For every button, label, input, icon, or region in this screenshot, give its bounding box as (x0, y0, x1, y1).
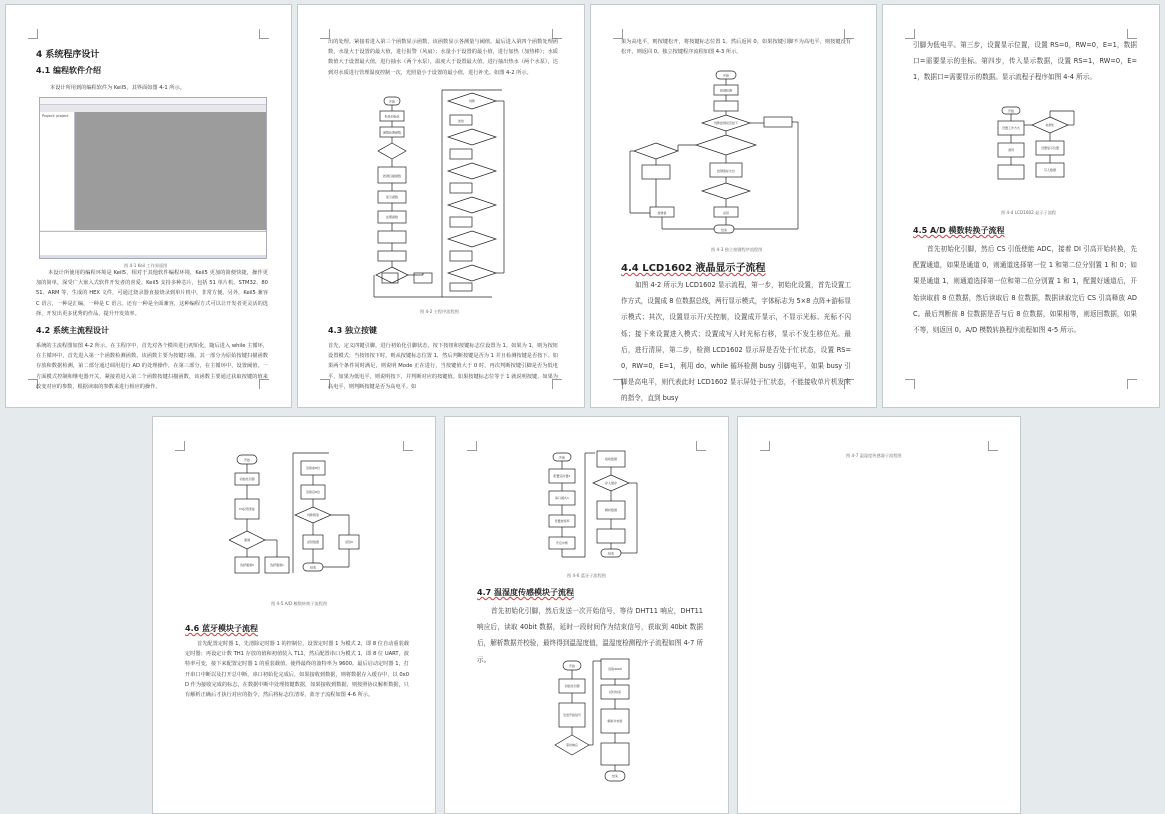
flow-box: 返回0 (345, 540, 353, 544)
paragraph: 系统的主流程图如图 4-2 所示。在主程序中，首先对各个模块进行初始化，随后进入 while 主循环，在主循环中，首先进入第一个函数检测函数，该函数主要为按键扫描，其一部分为原始按键扫描函数存放和数据检测，第二部分通过调用进行 AD 的处理操作，在第三部分，在主循环中，设置阈值，一方面模式控制和继电器开关，紧接着进入第二个函数按键扫描函数，该函数主要通过获取按键的值来改变对应的参数，根据读取的参数来进行相应的操作。 (36, 343, 268, 390)
figure-caption: 图 4-7 温湿度传感器子流程图 (846, 453, 902, 458)
section-heading-4-5 (913, 225, 1005, 236)
figure-caption: 图 4-2 主程序流程图 (420, 309, 459, 314)
flow-box: 写入数据 (1043, 168, 1057, 172)
flow-start: 开始 (1007, 109, 1015, 113)
ide-editor-area (75, 112, 266, 230)
flow-box: 按键检测 (719, 88, 733, 93)
dht11-flowchart (553, 657, 643, 787)
flow-box: 延时结束 (608, 690, 622, 694)
figure-caption: 图 4-1 Keil 工作界面图 (124, 263, 168, 268)
flow-box: 处理函数 (385, 215, 399, 219)
paragraph: 首先，定义四键引脚，进行初始化引脚状态，按下按钮和按键标志位设置为 1。如果为 1，则为按钮设置模式；当按钮按下时，则从按键标志位置 1，然后判断按键是否为 1 并且检测按键是否按下。如果两个条件同时满足，则说明 Mode 正在进行，当按键值大于 0 时，再次判断按键引脚是否为低电平，如果为低电平，则说明按下，并判断对应的按键值。如果按键标志位等于 1 就说明按键，如果为高电平，则判断按键是否为高电平。如 (328, 343, 558, 390)
flow-box: 初始化引脚 (239, 477, 255, 481)
figure-caption: 图 4-6 蓝牙子流程图 (567, 573, 606, 578)
flow-box: 系统初始化 (384, 114, 400, 119)
flow-end: 结束 (720, 228, 728, 232)
flow-decision: 判断 (468, 99, 476, 103)
flow-box: 读取后8位 (306, 490, 320, 494)
ide-project-panel (40, 112, 75, 230)
page-5[interactable] (152, 416, 436, 814)
paragraph: 如图 4-2 所示为 LCD1602 显示流程，第一步，初始化设置，首先设置工作方式，设置成 8 位数据总线，两行显示模式，字体标志为 5×8 点阵+游标显示模式；其次，设置显示开/关控制，设置成开显示，不显示光标、光标不闪烁；接下来设置进入模式；设置成写入时光标右移，显示不发生移位光。最后，进行清屏，第二步，检测 LCD1602 显示屏是否处于忙状态，设置 RS=0，RW=0，E=1，利用 do、while 循环检测 busy 引脚电平，如果 busy 引脚是高电平，则代表此时 LCD1602 显示屏处于忙状态，不能接收单片机发来的指令，直到 busy (621, 281, 851, 403)
paragraph: 本设计所用到的编程软件为 Keil5，其界面如图 4-1 所示。 (50, 85, 185, 91)
paragraph: 首先配置定时器 1，先清除定时器 1 的控制位，设置定时器 1 为模式 2，即 8 位自动重装载定时器；再设定计数 TH1 存放的值和初值装入 TL1，然后配置串口为模式 1，即 8 位 UART，波特率可变，接下来配置定时器 1 的重装载值，使得最终的波特率为 9600。最后启动定时器 1，打开串口中断以及打开总中断，串口初始化完成后，如果接收到数据，则将数据存入缓存中，以 0x0D 作为接收完成的标志，在数据中断中处理按键数据，如果接收到数据，则按照协议解析数据，只有解析正确后才执行对应的指令，然后将标志位清零，蓝牙子流程如图 4-6 所示。 (185, 641, 410, 699)
flow-start: 开始 (558, 455, 566, 460)
section-heading-text: 4.5 A/D 模数转换子流程 (913, 226, 1005, 235)
flow-box: 返回 (722, 211, 730, 215)
flow-decision: 判断按键是否按下 (713, 121, 739, 125)
flow-decision: 检测忙 (1045, 123, 1055, 127)
section-heading-text: 4.6 蓝牙模块子流程 (185, 624, 258, 633)
flow-box: 设置显示位置 (1040, 146, 1060, 150)
page-7[interactable] (737, 416, 1021, 814)
flow-box: 清屏 (1007, 148, 1015, 152)
paragraph: 引脚为低电平。第三步，设置显示位置，设置 RS=0，RW=0，E=1，数据口=需要显示的坐标。第四步，传入显示数据，设置 RS=1，RW=0，E=1，数据口=需要显示的数据。显示流程子程序如图 4-4 所示。 (913, 41, 1137, 82)
flow-box: 选择通道1 (270, 563, 284, 567)
page-2[interactable] (297, 4, 585, 408)
page-6[interactable] (444, 416, 729, 814)
flow-start: 开始 (388, 99, 396, 104)
flow-box: 配置定时器1 (553, 474, 571, 478)
flow-box: 设置工作方式 (1001, 126, 1021, 130)
section-heading-4-1: 4.1 编程软件介绍 (36, 66, 101, 75)
flow-end: 结束 (607, 551, 615, 556)
page-3[interactable] (590, 4, 877, 408)
flow-box: 开启中断 (555, 541, 569, 545)
flow-start: 开始 (243, 458, 251, 462)
figure-caption: 图 4-4 LCD1602 显示子流程 (1001, 210, 1057, 215)
flow-box: 初始化引脚 (564, 684, 580, 688)
keil-ide-screenshot (39, 97, 267, 259)
figure-caption: 图 4-3 独立按键程序流程图 (711, 247, 763, 252)
bluetooth-flowchart (545, 449, 645, 567)
section-heading-text: 4.7 温湿度传感模块子流程 (477, 588, 574, 597)
paragraph: 本设计所使用的编程环境是 Keil5，相对于其他软件编程环境，Keil5 更加的简便快捷，操作更加的简单，深受广大嵌入式软件开发者的喜爱。Keil5 支持多种芯片，包括 51 单片机、STM32、8051、ARM 等，生成的 HEX 文件，可通过烧录器直接烧录到单片机中，非常方便。另外，Keil5 兼容 C 语言，一种是汇编，一种是 C 语言。还有一种是全面兼容，这种编程方式可以让开发者更灵活的选择，开发出更多优秀的作品，提升开发效率。 (36, 270, 268, 317)
flow-box: 函数检测函数 (382, 130, 402, 135)
flow-box: 按键扫描函数 (382, 174, 402, 178)
flow-box: 发送开始信号 (562, 713, 582, 717)
figure-caption: 图 4-5 A/D 模数转换子流程图 (271, 601, 328, 606)
flow-box: 串口模式1 (555, 496, 569, 500)
paragraph: 首先初始化引脚，然后发送一次开始信号，等待 DHT11 响应，DHT11 响应后，读取 40bit 数据，延时一段时间作为结束信号，获取到 40bit 数据后，解析数据并校验，最终得到温湿度值，温湿度检测程序子流程如图 4-7 所示。 (477, 607, 703, 664)
section-heading-4-3: 4.3 独立按键 (328, 326, 377, 335)
flow-box: CS拉低使能 (239, 507, 255, 511)
flow-start: 开始 (722, 73, 730, 78)
project-tree-item: Project: project (42, 114, 69, 118)
flow-box: 按键值 (657, 211, 667, 215)
section-heading-4-7 (477, 587, 574, 598)
lcd-flowchart (988, 103, 1078, 208)
flow-decision: 等待响应 (565, 743, 579, 747)
flow-end: 结束 (611, 774, 619, 778)
ide-menubar (40, 98, 266, 105)
flow-box: 选择通道0 (240, 563, 254, 567)
flow-decision: 存入缓存 (604, 481, 618, 485)
flow-box: 解析数据 (604, 508, 618, 512)
ide-output-panel (40, 231, 266, 256)
flow-box: 按键值标志位 (716, 169, 736, 173)
section-heading-text: 4.4 LCD1602 液晶显示子流程 (621, 263, 766, 274)
flow-box: 设置波特率 (554, 519, 570, 523)
main-flowchart (372, 85, 512, 300)
key-flowchart (626, 63, 826, 243)
flow-box: 解析并校验 (607, 719, 623, 723)
section-heading-4-2: 4.2 系统主流程设计 (36, 326, 109, 335)
chapter-heading: 4 系统程序设计 (36, 50, 100, 60)
ad-flowchart (229, 449, 369, 584)
page-4[interactable] (882, 4, 1160, 408)
flow-box: 读取40bit (608, 667, 622, 671)
paragraph: 首先初始化引脚，然后 CS 引低使能 ADC，接着 DI 引高开始转换，先配置通道，如果是通道 0，则通道选择第一位 1 和第二位分别置 1 和 0；如果是通道 1，则通道选择第一位和第二位分别置 1 和 1，配置好通道后，开始读取前 8 位数据，然后读取后 8 位数据，数据读取完后 CS 引高释放 ADC。最后判断前 8 位数据是否与后 8 位数据，如果相等，则返回数据，如果不等，则返回 0。A/D 模数转换程序流程如图 4-5 所示。 (913, 245, 1137, 335)
flow-end: 结束 (309, 565, 317, 570)
flow-decision: 通道 (243, 538, 251, 542)
flow-box: 返回数据 (306, 540, 320, 544)
flow-box: 接收数据 (604, 457, 618, 461)
flow-box: 加热 (457, 119, 465, 123)
flow-box: 显示函数 (385, 195, 399, 199)
section-heading-4-6 (185, 623, 258, 634)
flow-decision: 判断相等 (306, 513, 320, 517)
section-heading-4-4 (621, 259, 766, 274)
flow-box: 读取前8位 (306, 466, 320, 470)
page-1[interactable] (5, 4, 292, 408)
paragraph: 出的处理。紧接着进入第三个函数显示函数，该函数显示各测量与阈值。最后进入第四个函数处理函数，水量大于设置的最大值，进行报警（风扇）；水量小于设置的最小值，进行加热（加热棒）；水质数值大于设置最大值，进行抽水（两个水泵），温度大于设置最大值，进行抽出热水（两个水泵），达到对水质进行管理温度控制一次，光照量小于设置的最小值，进行补光。如图 4-2 所示。 (328, 39, 558, 76)
ide-status-bar (40, 255, 266, 258)
flow-start: 开始 (568, 664, 576, 668)
paragraph: 果为高电平，则按键松开，将按键标志位置 1。然后返回 0。如果按键引脚不为高电平，则按键没有松开，则返回 0。独立按键程序流程如图 4-3 所示。 (621, 39, 851, 56)
